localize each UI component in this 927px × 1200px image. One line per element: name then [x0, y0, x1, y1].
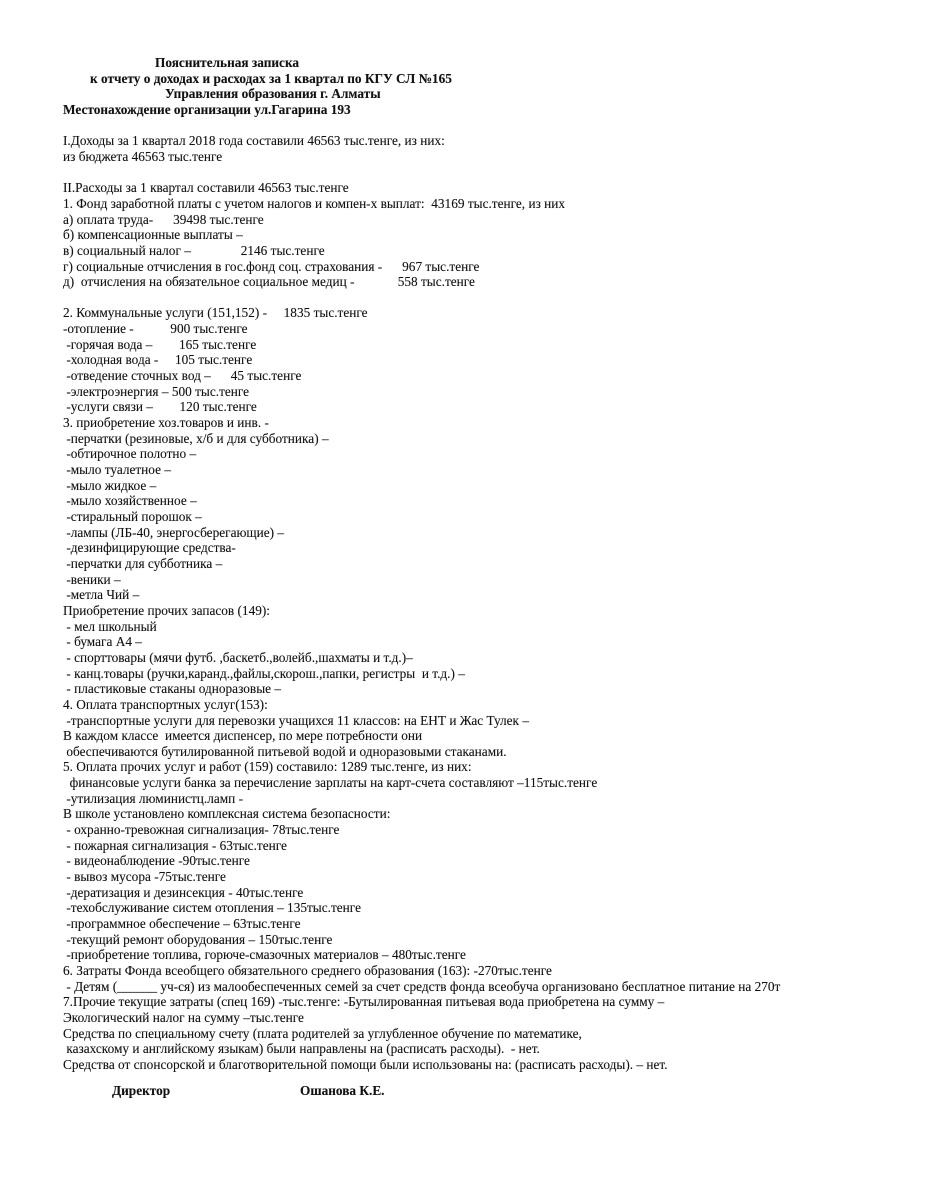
doc-line [63, 290, 917, 306]
doc-line: -отопление - 900 тыс.тенге [63, 321, 248, 337]
doc-line: I.Доходы за 1 квартал 2018 года составили 46563 тыс.тенге, из них: [63, 133, 445, 149]
doc-line: - пожарная сигнализация - 63тыс.тенге [63, 837, 287, 853]
document-title-block [63, 55, 917, 118]
doc-line: - Детям (______ уч-ся) из малообеспеченных семей за счет средств фонда всеобуча организовано бесплатное питание на 270т [63, 978, 781, 994]
title-line-4: Местонахождение организации ул.Гагарина 193 [63, 101, 351, 117]
doc-line: Средства по специальному счету (плата родителей за углубленное обучение по математике, [63, 1025, 582, 1041]
doc-line: -горячая вода – 165 тыс.тенге [63, 336, 257, 352]
doc-line: г) социальные отчисления в гос.фонд соц. страхования - 967 тыс.тенге [63, 258, 480, 274]
doc-line: -электроэнергия – 500 тыс.тенге [63, 383, 250, 399]
doc-line: - канц.товары (ручки,каранд.,файлы,скорош.,папки, регистры и т.д.) – [63, 665, 465, 681]
title-line-2: к отчету о доходах и расходах за 1 квартал по КГУ СЛ №165 [90, 70, 452, 86]
doc-line: -перчатки для субботника – [63, 555, 223, 571]
doc-line: II.Расходы за 1 квартал составили 46563 тыс.тенге [63, 180, 349, 196]
doc-line: Средства от спонсорской и благотворительной помощи были использованы на: (расписать расходы). – нет. [63, 1056, 668, 1072]
signature-row [63, 1083, 917, 1099]
doc-line: - пластиковые стаканы одноразовые – [63, 681, 281, 697]
doc-line: финансовые услуги банка за перечисление зарплаты на карт-счета составляют –115тыс.тенге [63, 775, 598, 791]
doc-line: -техобслуживание систем отопления – 135тыс.тенге [63, 900, 361, 916]
doc-line: из бюджета 46563 тыс.тенге [63, 148, 223, 164]
doc-line: -лампы (ЛБ-40, энергосберегающие) – [63, 524, 285, 540]
doc-line: -услуги связи – 120 тыс.тенге [63, 399, 257, 415]
doc-line [63, 118, 917, 134]
doc-line: В школе установлено комплексная система безопасности: [63, 806, 391, 822]
title-line-1: Пояснительная записка [155, 55, 300, 70]
doc-line: в) социальный налог – 2146 тыс.тенге [63, 242, 325, 258]
doc-line: -транспортные услуги для перевозки учащихся 11 классов: на ЕНТ и Жас Тулек – [63, 712, 529, 728]
document-body [63, 118, 917, 1073]
doc-line: - мел школьный [63, 618, 157, 634]
doc-line: 4. Оплата транспортных услуг(153): [63, 696, 268, 712]
doc-line: -дезинфицирующие средства- [63, 540, 236, 556]
doc-line: 6. Затраты Фонда всеобщего обязательного среднего образования (163): -270тыс.тенге [63, 963, 552, 979]
doc-line: - видеонаблюдение -90тыс.тенге [63, 853, 250, 869]
doc-line: казахскому и английскому языкам) были направлены на (расписать расходы). - нет. [63, 1041, 540, 1057]
doc-line: 5. Оплата прочих услуг и работ (159) составило: 1289 тыс.тенге, из них: [63, 759, 472, 775]
doc-line: -стиральный порошок – [63, 508, 202, 524]
doc-line: - бумага А4 – [63, 634, 142, 650]
doc-line: 2. Коммунальные услуги (151,152) - 1835 тыс.тенге [63, 305, 368, 321]
doc-line: -мыло хозяйственное – [63, 493, 197, 509]
doc-line: а) оплата труда- 39498 тыс.тенге [63, 211, 264, 227]
doc-line: -мыло жидкое – [63, 477, 157, 493]
doc-line: -программное обеспечение – 63тыс.тенге [63, 916, 301, 932]
doc-line: б) компенсационные выплаты – [63, 227, 243, 243]
signature-role-label: Директор [112, 1082, 171, 1098]
doc-line: Приобретение прочих запасов (149): [63, 602, 270, 618]
doc-line: -метла Чий – [63, 587, 140, 603]
doc-line: - охранно-тревожная сигнализация- 78тыс.тенге [63, 822, 340, 838]
doc-line: 1. Фонд заработной платы с учетом налогов и компен-х выплат: 43169 тыс.тенге, из них [63, 195, 566, 211]
doc-line: -отведение сточных вод – 45 тыс.тенге [63, 368, 302, 384]
doc-line: - спорттовары (мячи футб. ,баскетб.,волейб.,шахматы и т.д.)– [63, 649, 413, 665]
doc-line: Экологический налог на сумму –тыс.тенге [63, 1009, 304, 1025]
doc-line: -холодная вода - 105 тыс.тенге [63, 352, 253, 368]
doc-line: 7.Прочие текущие затраты (спец 169) -тыс.тенге: -Бутылированная питьевая вода приобретена на сумму – [63, 994, 665, 1010]
doc-line: обеспечиваются бутилированной питьевой водой и одноразовыми стаканами. [63, 743, 507, 759]
doc-line: -обтирочное полотно – [63, 446, 197, 462]
doc-line: - вывоз мусора -75тыс.тенге [63, 869, 226, 885]
title-line-3: Управления образования г. Алматы [165, 86, 381, 102]
doc-line: д) отчисления на обязательное социальное медиц - 558 тыс.тенге [63, 274, 475, 290]
doc-line: -веники – [63, 571, 121, 587]
doc-line: В каждом классе имеется диспенсер, по мере потребности они [63, 728, 423, 744]
doc-line: 3. приобретение хоз.товаров и инв. - [63, 415, 269, 431]
signature-name: Ошанова К.Е. [300, 1082, 385, 1098]
document-content [63, 55, 917, 1098]
doc-line: -приобретение топлива, горюче-смазочных материалов – 480тыс.тенге [63, 947, 466, 963]
doc-line: -перчатки (резиновые, х/б и для субботника) – [63, 430, 329, 446]
doc-line: -дератизация и дезинсекция - 40тыс.тенге [63, 884, 304, 900]
doc-line: -мыло туалетное – [63, 462, 171, 478]
doc-line: -утилизация люминистц.ламп - [63, 790, 244, 806]
doc-line: -текущий ремонт оборудования – 150тыс.тенге [63, 931, 333, 947]
doc-line [63, 165, 917, 181]
